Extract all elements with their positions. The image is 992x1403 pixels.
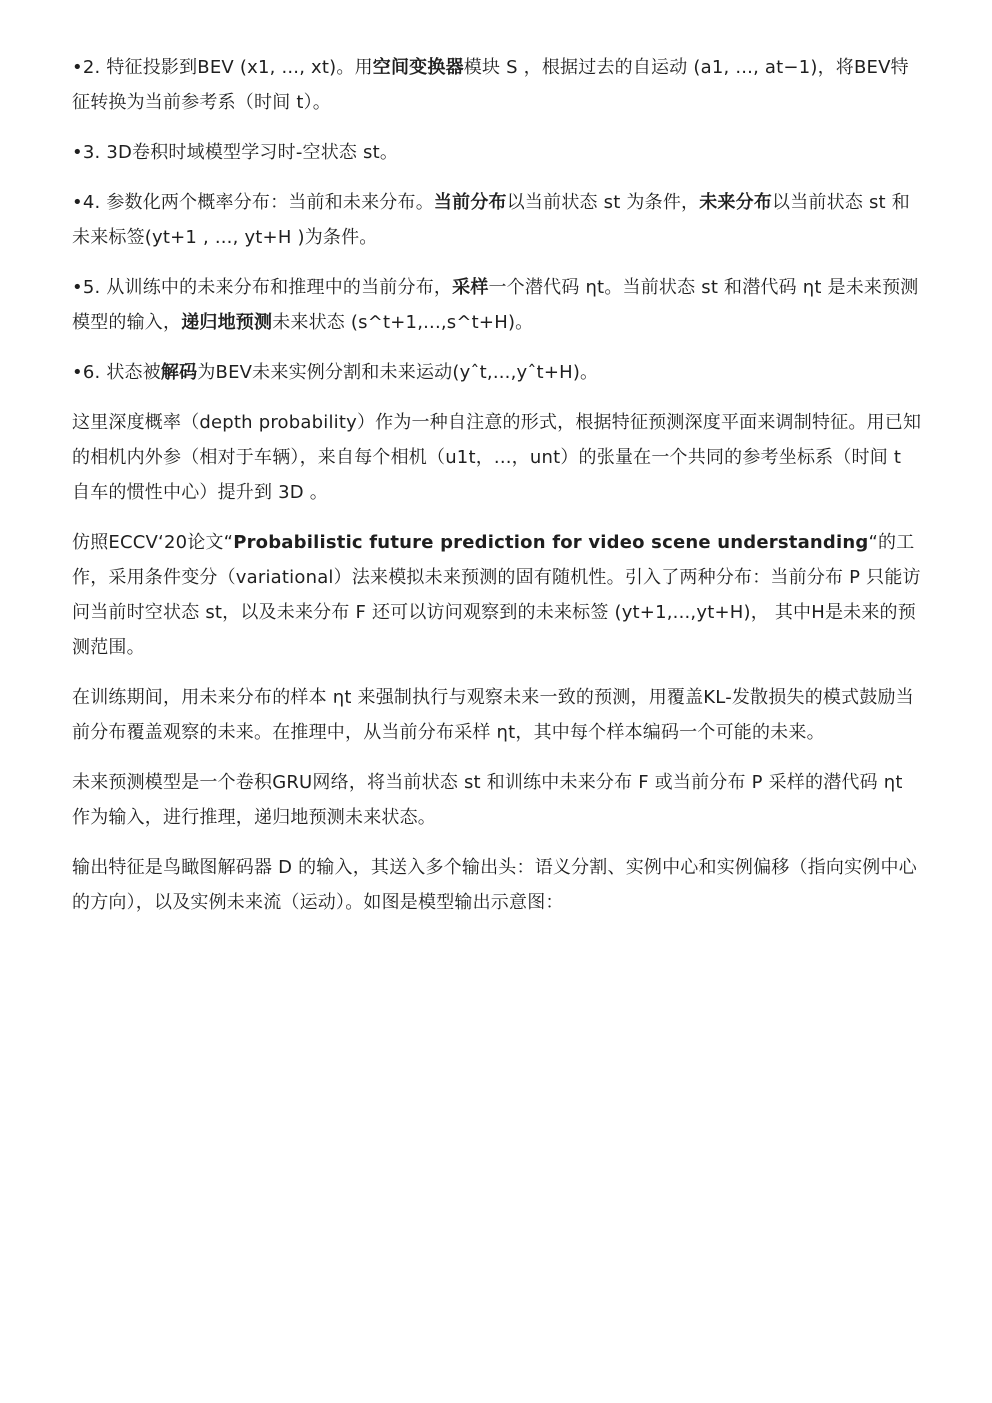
bold-text: 采样 (452, 277, 489, 298)
bold-text: 解码 (160, 362, 198, 383)
text-run: •6. 状态被 (72, 362, 161, 383)
paragraph (72, 680, 922, 750)
document-body (72, 50, 922, 935)
bold-text: 当前分布 (433, 192, 507, 213)
paragraph (72, 355, 922, 390)
text-run: 仿照ECCV‘20论文“ (72, 532, 234, 553)
text-run: 一个潜代码 ηt。当前状态 st 和潜代码 ηt 是未来预测模型的输入， (72, 277, 919, 333)
paragraph (72, 765, 922, 835)
text-run: •3. 3D卷积时域模型学习时-空状态 st。 (72, 142, 399, 163)
text-run: •4. 参数化两个概率分布：当前和未来分布。 (72, 192, 434, 213)
text-run: “的工作，采用条件变分（variational）法来模拟未来预测的固有随机性。引入了两种分布：当前分布 P 只能访问当前时空状态 st，以及未来分布 F 还可以访问观察到的未来标签 (yt+1,...,yt+H)， 其中H是未来的预测范围。 (72, 532, 921, 658)
text-run: 在训练期间，用未来分布的样本 ηt 来强制执行与观察未来一致的预测，用覆盖KL-发散损失的模式鼓励当前分布覆盖观察的未来。在推理中，从当前分布采样 ηt，其中每个样本编码一个可能的未来。 (72, 687, 914, 743)
bold-text: 未来分布 (699, 192, 773, 213)
bold-text: Probabilistic future prediction for video scene understanding (233, 532, 869, 553)
text-run: 输出特征是鸟瞰图解码器 D 的输入，其送入多个输出头：语义分割、实例中心和实例偏移（指向实例中心的方向），以及实例未来流（运动）。如图是模型输出示意图： (72, 857, 917, 913)
text-run: 未来预测模型是一个卷积GRU网络，将当前状态 st 和训练中未来分布 F 或当前分布 P 采样的潜代码 ηt 作为输入，进行推理，递归地预测未来状态。 (72, 772, 903, 828)
text-run: •5. 从训练中的未来分布和推理中的当前分布， (72, 277, 453, 298)
paragraph (72, 135, 922, 170)
paragraph (72, 850, 922, 920)
paragraph (72, 525, 922, 665)
bold-text: 递归地预测 (181, 312, 273, 333)
text-run: 以当前状态 st 为条件， (506, 192, 700, 213)
text-run: 这里深度概率（depth probability）作为一种自注意的形式，根据特征预测深度平面来调制特征。用已知的相机内外参（相对于车辆），来自每个相机（u1t，...，unt）的张量在一个共同的参考坐标系（时间 t 自车的惯性中心）提升到 3D 。 (72, 412, 922, 503)
text-run: 以当前状态 st 和未来标签(yt+1 , ..., yt+H )为条件。 (72, 192, 910, 248)
paragraph (72, 50, 922, 120)
paragraph (72, 270, 922, 340)
text-run: •2. 特征投影到BEV (x1, ..., xt)。用 (72, 57, 373, 78)
text-run: 模块 S ，根据过去的自运动 (a1, ..., at−1)，将BEV特征转换为当前参考系（时间 t）。 (72, 57, 909, 113)
paragraph (72, 405, 922, 510)
paragraph (72, 185, 922, 255)
text-run: 未来状态 (s^t+1,...,s^t+H)。 (272, 312, 534, 333)
bold-text: 空间变换器 (372, 57, 464, 78)
text-run: 为BEV未来实例分割和未来运动(yˆt,...,yˆt+H)。 (197, 362, 599, 383)
